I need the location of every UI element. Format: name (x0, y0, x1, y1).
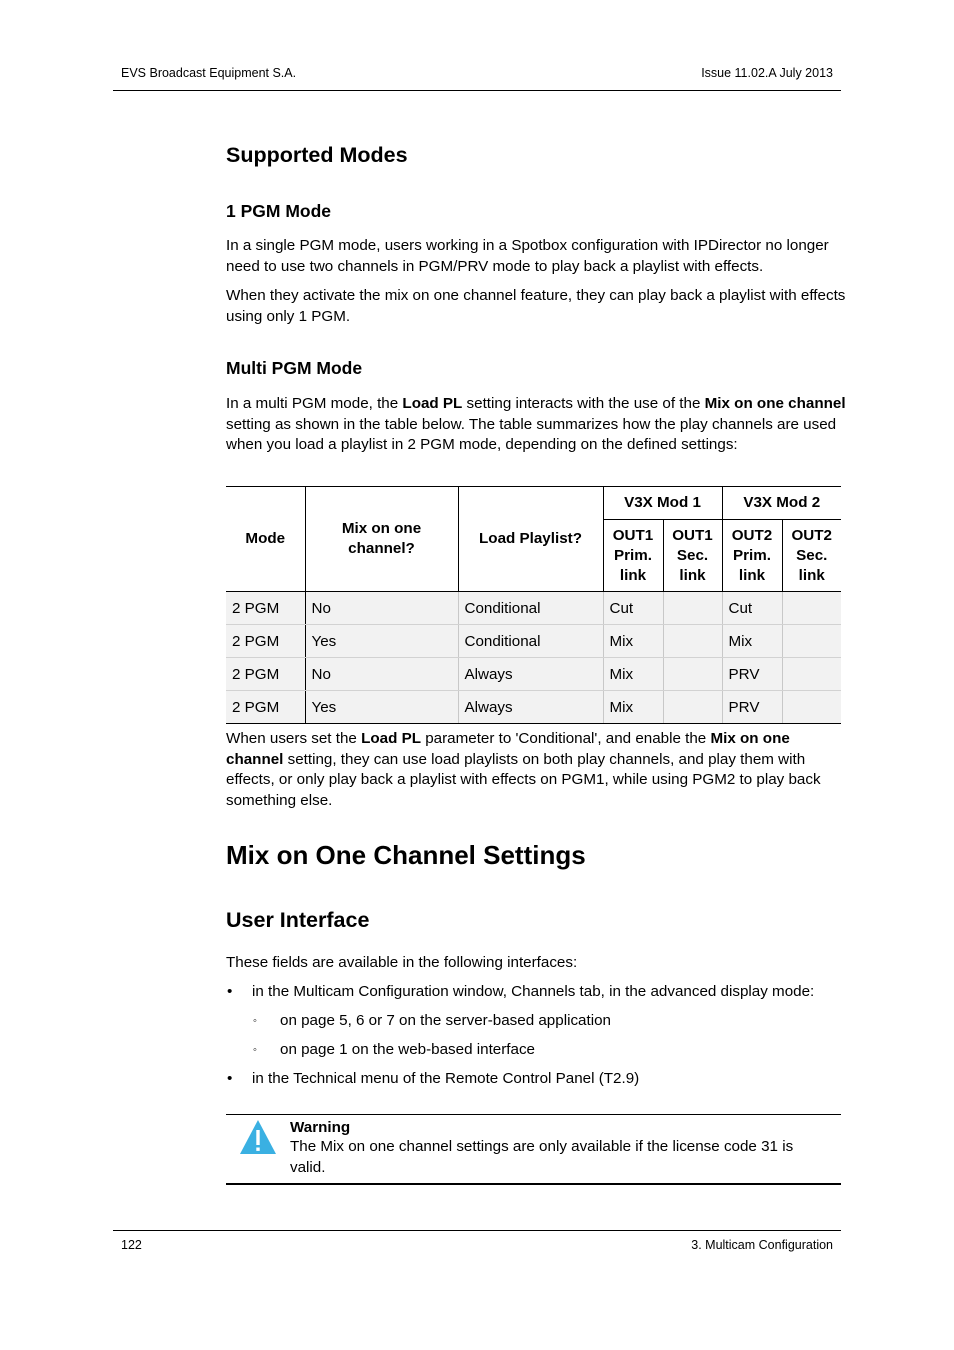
cell-load: Conditional (458, 592, 603, 625)
bold-load-pl: Load PL (361, 730, 421, 747)
section-title-user-interface: User Interface (226, 908, 370, 932)
header-v3x-mod-2: V3X Mod 2 (722, 487, 841, 520)
text-span: When users set the (226, 730, 362, 747)
header-issue: Issue 11.02.A July 2013 (701, 66, 833, 80)
table-row (226, 658, 841, 691)
bullet-icon: • (227, 1070, 233, 1087)
table-row (226, 691, 841, 724)
header-mix-on-one-channel (305, 487, 458, 592)
cell-mix: Yes (305, 625, 458, 658)
cell-mode: 2 PGM (226, 658, 305, 691)
cell-mix: No (305, 658, 458, 691)
cell-load: Always (458, 658, 603, 691)
bold-mix-on-one-channel: Mix on one channel (704, 395, 846, 412)
cell-out2-sec (782, 658, 841, 691)
cell-out1-sec (663, 658, 722, 691)
text-span: parameter to 'Conditional', and enable the (420, 730, 711, 747)
cell-out1-sec (663, 691, 722, 724)
warning-text: The Mix on one channel settings are only available if the license code 31 is valid. (290, 1138, 794, 1176)
cell-mix: Yes (305, 691, 458, 724)
subsection-title-multi-pgm: Multi PGM Mode (226, 358, 363, 378)
cell-mix: No (305, 592, 458, 625)
header-out1-prim-text: OUT1 Prim. link (612, 526, 654, 584)
sub-bullet-icon: ◦ (253, 1044, 257, 1056)
paragraph-1pgm-2: When they activate the mix on one channel feature, they can play back a playlist with effects using only 1 PGM. (226, 287, 846, 325)
footer-rule (113, 1230, 841, 1231)
paragraph-interfaces-intro: These fields are available in the following interfaces: (226, 954, 578, 971)
cell-out2-sec (782, 625, 841, 658)
text-span: setting as shown in the table below. The table summarizes how the play channels are used when you load a playlist in 2 PGM mode, depending on the defined settings: (226, 415, 837, 454)
cell-load: Always (458, 691, 603, 724)
footer-page-number: 122 (121, 1238, 142, 1252)
header-out2-prim (722, 520, 782, 592)
modes-table (226, 486, 841, 724)
cell-out1-prim: Mix (603, 691, 663, 724)
list-item-multicam-window: in the Multicam Configuration window, Channels tab, in the advanced display mode: (252, 983, 815, 1000)
header-company: EVS Broadcast Equipment S.A. (121, 66, 297, 80)
cell-out2-prim: Cut (722, 592, 782, 625)
cell-mode: 2 PGM (226, 592, 305, 625)
cell-out1-sec (663, 625, 722, 658)
header-out2-sec (782, 520, 841, 592)
list-item-technical-menu: in the Technical menu of the Remote Control Panel (T2.9) (252, 1070, 640, 1087)
paragraph-multi-pgm (226, 394, 846, 456)
paragraph-1pgm-1: In a single PGM mode, users working in a Spotbox configuration with IPDirector no longer need to use two channels in PGM/PRV mode to play back a playlist with effects. (226, 237, 829, 275)
table-row (226, 592, 841, 625)
cell-load: Conditional (458, 625, 603, 658)
text-span: In a multi PGM mode, the (226, 395, 403, 412)
header-out1-sec-text: OUT1 Sec. link (672, 526, 713, 584)
cell-mode: 2 PGM (226, 625, 305, 658)
cell-out2-sec (782, 691, 841, 724)
bullet-icon: • (227, 983, 233, 1000)
sub-bullet-icon: ◦ (253, 1015, 257, 1027)
header-mix-text: Mix on one channel? (341, 520, 422, 557)
cell-out1-prim: Cut (603, 592, 663, 625)
cell-mode: 2 PGM (226, 691, 305, 724)
header-mode: Mode (226, 487, 305, 592)
header-v3x-mod-1: V3X Mod 1 (603, 487, 722, 520)
section-title-supported-modes: Supported Modes (226, 143, 408, 167)
header-load-playlist: Load Playlist? (458, 487, 603, 592)
subsection-title-1pgm: 1 PGM Mode (226, 201, 332, 221)
bold-load-pl: Load PL (402, 395, 463, 412)
header-out2-sec-text: OUT2 Sec. link (791, 526, 832, 584)
text-span: setting, they can use load playlists on both play channels, and play them with effects, or only play back a playlist with effects on PGM1, while using PGM2 to play back something else. (226, 750, 821, 809)
warning-title: Warning (290, 1119, 351, 1136)
cell-out2-prim: Mix (722, 625, 782, 658)
footer-chapter: 3. Multicam Configuration (691, 1238, 833, 1252)
cell-out1-prim: Mix (603, 658, 663, 691)
header-rule (113, 90, 841, 91)
cell-out2-sec (782, 592, 841, 625)
paragraph-after-table (226, 729, 846, 811)
list-item-web-based: on page 1 on the web-based interface (280, 1041, 535, 1058)
cell-out1-prim: Mix (603, 625, 663, 658)
warning-icon (239, 1118, 277, 1156)
cell-out2-prim: PRV (722, 658, 782, 691)
header-out1-prim (603, 520, 663, 592)
text-span: setting interacts with the use of the (462, 395, 705, 412)
header-out1-sec (663, 520, 722, 592)
list-item-server-based: on page 5, 6 or 7 on the server-based application (280, 1012, 611, 1029)
table-row (226, 625, 841, 658)
bold-mix-on-one-channel: Mix on one channel (226, 730, 790, 768)
cell-out2-prim: PRV (722, 691, 782, 724)
chapter-title-mix-settings: Mix on One Channel Settings (226, 840, 586, 870)
header-out2-prim-text: OUT2 Prim. link (731, 526, 773, 584)
cell-out1-sec (663, 592, 722, 625)
